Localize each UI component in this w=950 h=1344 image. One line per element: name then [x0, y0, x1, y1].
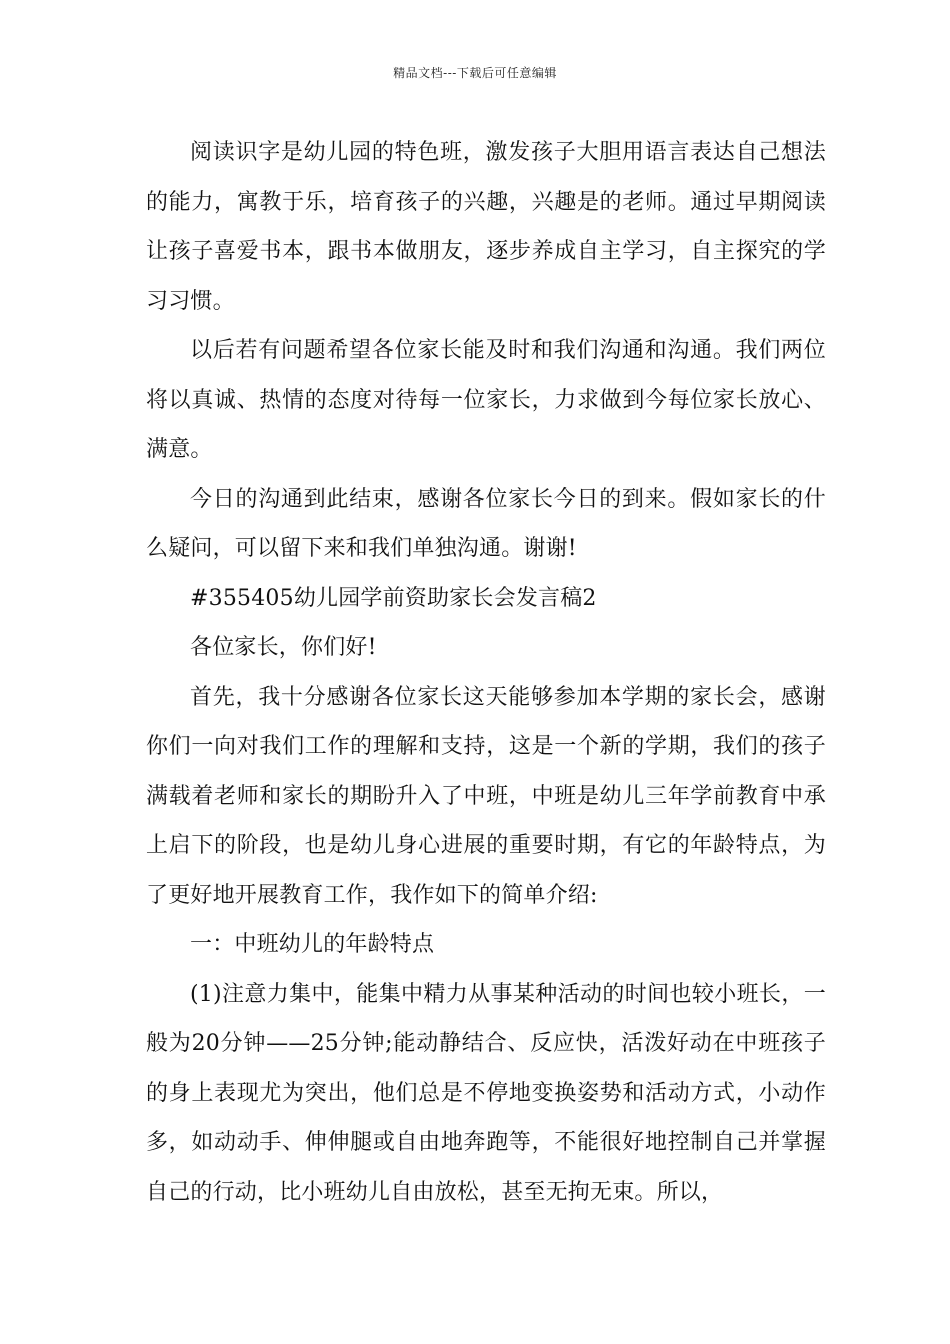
paragraph-closing: 今日的沟通到此结束，感谢各位家长今日的到来。假如家长的什么疑问，可以留下来和我们单独沟通。谢谢! [146, 486, 826, 561]
paragraph-introduction: 首先，我十分感谢各位家长这天能够参加本学期的家长会，感谢你们一向对我们工作的理解和支持，这是一个新的学期，我们的孩子满载着老师和家长的期盼升入了中班，中班是幼儿三年学前教育中承上启下的阶段，也是幼儿身心进展的重要时期，有它的年龄特点，为了更好地开展教育工作，我作如下的简单介绍: [146, 684, 826, 908]
paragraph-reading-class: 阅读识字是幼儿园的特色班，激发孩子大胆用语言表达自己想法的能力，寓教于乐，培育孩子的兴趣，兴趣是的老师。通过早期阅读让孩子喜爱书本，跟书本做朋友，逐步养成自主学习，自主探究的学习习惯。 [146, 140, 826, 314]
subsection-heading: 一：中班幼儿的年龄特点 [190, 932, 435, 957]
document-body [146, 128, 826, 1217]
paragraph-communication: 以后若有问题希望各位家长能及时和我们沟通和沟通。我们两位将以真诚、热情的态度对待每一位家长，力求做到今每位家长放心、满意。 [146, 338, 826, 462]
section-title: #355405幼儿园学前资助家长会发言稿2 [190, 585, 597, 611]
paragraph-attention: (1)注意力集中，能集中精力从事某种活动的时间也较小班长，一般为20分钟——25分钟;能动静结合、反应快，活泼好动在中班孩子的身上表现尤为突出，他们总是不停地变换姿势和活动方式，小动作多，如动动手、伸伸腿或自由地奔跑等，不能很好地控制自己并掌握自己的行动，比小班幼儿自由放松，甚至无拘无束。所以， [146, 981, 826, 1205]
page-header: 精品文档---下载后可任意编辑 [393, 66, 557, 80]
greeting: 各位家长，你们好! [190, 635, 377, 660]
